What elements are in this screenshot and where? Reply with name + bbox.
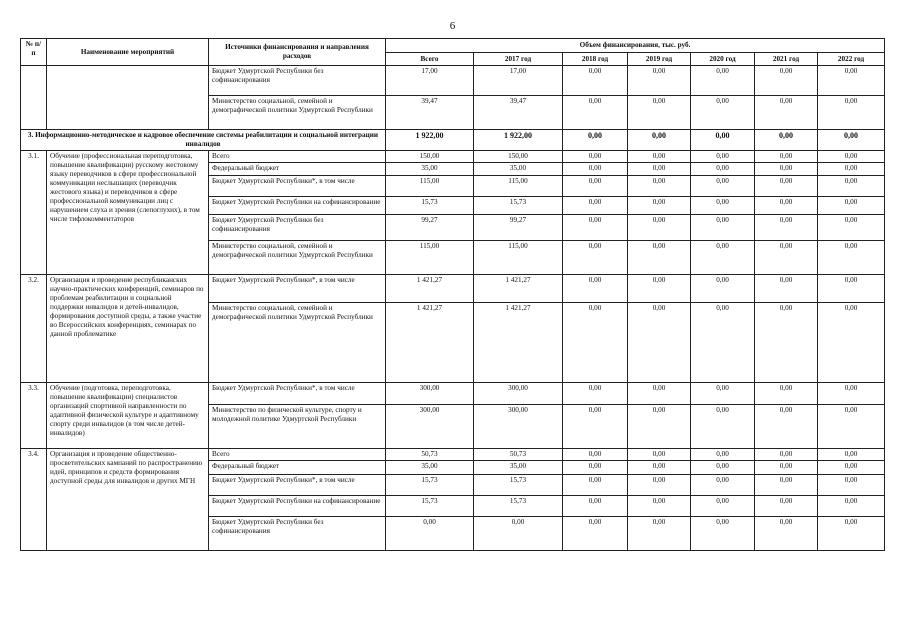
value-cell: 35,00 xyxy=(474,461,563,475)
name-cell xyxy=(47,66,209,130)
value-cell: 0,00 xyxy=(691,66,755,96)
value-cell: 115,00 xyxy=(386,241,474,275)
source-cell: Бюджет Удмуртской Республики без софинансирования xyxy=(209,215,386,241)
value-cell: 0,00 xyxy=(628,405,691,449)
value-cell: 39,47 xyxy=(386,96,474,130)
value-cell: 0,00 xyxy=(691,449,755,461)
value-cell: 0,00 xyxy=(691,496,755,517)
value-cell: 0,00 xyxy=(691,151,755,163)
value-cell: 0,00 xyxy=(755,197,818,215)
value-cell: 0,00 xyxy=(691,96,755,130)
value-cell: 0,00 xyxy=(691,275,755,303)
value-cell: 0,00 xyxy=(818,215,885,241)
value-cell: 0,00 xyxy=(563,151,628,163)
value-cell: 0,00 xyxy=(818,383,885,405)
source-cell: Всего xyxy=(209,449,386,461)
value-cell: 1 922,00 xyxy=(386,130,474,151)
value-cell: 15,73 xyxy=(386,475,474,496)
value-cell: 0,00 xyxy=(755,496,818,517)
value-cell: 150,00 xyxy=(474,151,563,163)
value-cell: 15,73 xyxy=(386,197,474,215)
value-cell: 1 922,00 xyxy=(474,130,563,151)
source-cell: Бюджет Удмуртской Республики на софинансирование xyxy=(209,197,386,215)
value-cell: 115,00 xyxy=(474,241,563,275)
value-cell: 0,00 xyxy=(628,96,691,130)
section-row xyxy=(21,130,885,151)
value-cell: 0,00 xyxy=(818,197,885,215)
value-cell: 300,00 xyxy=(474,383,563,405)
value-cell: 35,00 xyxy=(386,461,474,475)
source-cell: Бюджет Удмуртской Республики без софинансирования xyxy=(209,517,386,551)
value-cell: 0,00 xyxy=(691,241,755,275)
value-cell: 150,00 xyxy=(386,151,474,163)
financing-table xyxy=(20,38,885,551)
item-name: Обучение (подготовка, переподготовка, повышение квалификации) специалистов организаций спортивной направленности по адаптивной физической культуре и адаптивному спорту среди инвалидов (в том числе детей-инвалидов) xyxy=(47,383,209,449)
value-cell: 0,00 xyxy=(628,517,691,551)
value-cell: 0,00 xyxy=(818,275,885,303)
num-cell xyxy=(21,66,47,130)
source-cell: Министерство социальной, семейной и демографической политики Удмуртской Республики xyxy=(209,96,386,130)
item-number: 3.2. xyxy=(21,275,47,383)
value-cell: 115,00 xyxy=(474,176,563,197)
value-cell: 0,00 xyxy=(691,405,755,449)
value-cell: 115,00 xyxy=(386,176,474,197)
value-cell: 0,00 xyxy=(691,383,755,405)
value-cell: 0,00 xyxy=(563,461,628,475)
value-cell: 15,73 xyxy=(474,475,563,496)
value-cell: 0,00 xyxy=(755,215,818,241)
value-cell: 0,00 xyxy=(563,517,628,551)
value-cell: 0,00 xyxy=(691,176,755,197)
value-cell: 0,00 xyxy=(818,461,885,475)
value-cell: 0,00 xyxy=(563,130,628,151)
header-year: 2021 год xyxy=(755,53,818,66)
header-num: № п/п xyxy=(21,39,47,66)
value-cell: 0,00 xyxy=(818,176,885,197)
value-cell: 0,00 xyxy=(628,151,691,163)
value-cell: 0,00 xyxy=(628,176,691,197)
source-cell: Федеральный бюджет xyxy=(209,163,386,176)
source-cell: Бюджет Удмуртской Республики без софинансирования xyxy=(209,66,386,96)
value-cell: 0,00 xyxy=(628,275,691,303)
value-cell: 0,00 xyxy=(563,275,628,303)
source-cell: Всего xyxy=(209,151,386,163)
value-cell: 0,00 xyxy=(755,517,818,551)
table-row xyxy=(21,275,885,303)
item-number: 3.3. xyxy=(21,383,47,449)
item-name: Обучение (профессиональная переподготовка, повышение квалификации) русскому жестовому языку переводчиков в сфере профессиональной коммуникации неслышащих (переводчик жестового языка) и переводчиков в сфере профессиональной коммуникации лиц с нарушением слуха и зрения (слепоглухих), в том числе тифлокомментаторов xyxy=(47,151,209,275)
value-cell: 0,00 xyxy=(818,66,885,96)
value-cell: 0,00 xyxy=(818,496,885,517)
value-cell: 1 421,27 xyxy=(474,303,563,383)
value-cell: 0,00 xyxy=(818,517,885,551)
value-cell: 0,00 xyxy=(818,405,885,449)
value-cell: 0,00 xyxy=(563,475,628,496)
value-cell: 0,00 xyxy=(628,496,691,517)
page-number: 6 xyxy=(449,20,456,32)
value-cell: 0,00 xyxy=(691,303,755,383)
value-cell: 0,00 xyxy=(628,66,691,96)
value-cell: 0,00 xyxy=(474,517,563,551)
value-cell: 300,00 xyxy=(386,405,474,449)
value-cell: 0,00 xyxy=(691,475,755,496)
value-cell: 0,00 xyxy=(563,96,628,130)
header-year: 2019 год xyxy=(628,53,691,66)
value-cell: 0,00 xyxy=(628,215,691,241)
value-cell: 0,00 xyxy=(755,303,818,383)
value-cell: 0,00 xyxy=(628,383,691,405)
source-cell: Министерство по физической культуре, спорту и молодежной политике Удмуртской Республики xyxy=(209,405,386,449)
source-cell: Бюджет Удмуртской Республики*, в том числе xyxy=(209,176,386,197)
value-cell: 0,00 xyxy=(628,130,691,151)
value-cell: 15,73 xyxy=(474,197,563,215)
value-cell: 0,00 xyxy=(563,496,628,517)
value-cell: 39,47 xyxy=(474,96,563,130)
value-cell: 0,00 xyxy=(818,151,885,163)
value-cell: 0,00 xyxy=(563,383,628,405)
value-cell: 0,00 xyxy=(691,461,755,475)
value-cell: 0,00 xyxy=(818,130,885,151)
value-cell: 0,00 xyxy=(691,215,755,241)
value-cell: 0,00 xyxy=(563,215,628,241)
source-cell: Бюджет Удмуртской Республики*, в том числе xyxy=(209,275,386,303)
table-row xyxy=(21,449,885,461)
header-year: 2018 год xyxy=(563,53,628,66)
value-cell: 0,00 xyxy=(755,241,818,275)
header-year: Всего xyxy=(386,53,474,66)
value-cell: 0,00 xyxy=(628,475,691,496)
value-cell: 17,00 xyxy=(386,66,474,96)
header-source: Источники финансирования и направления расходов xyxy=(209,39,386,66)
value-cell: 0,00 xyxy=(818,449,885,461)
value-cell: 0,00 xyxy=(691,163,755,176)
value-cell: 0,00 xyxy=(628,303,691,383)
item-name: Организация и проведение общественно-просветительских кампаний по распространению идей, принципов и средств формирования доступной среды для инвалидов и других МГН xyxy=(47,449,209,551)
value-cell: 0,00 xyxy=(755,151,818,163)
value-cell: 1 421,27 xyxy=(386,303,474,383)
value-cell: 0,00 xyxy=(755,275,818,303)
value-cell: 0,00 xyxy=(563,449,628,461)
value-cell: 0,00 xyxy=(755,405,818,449)
header-name: Наименование мероприятий xyxy=(47,39,209,66)
value-cell: 35,00 xyxy=(474,163,563,176)
item-number: 3.1. xyxy=(21,151,47,275)
source-cell: Бюджет Удмуртской Республики*, в том числе xyxy=(209,383,386,405)
table-row xyxy=(21,151,885,163)
value-cell: 0,00 xyxy=(755,96,818,130)
source-cell: Бюджет Удмуртской Республики*, в том числе xyxy=(209,475,386,496)
table-row xyxy=(21,66,885,96)
value-cell: 17,00 xyxy=(474,66,563,96)
item-name: Организация и проведение республиканских научно-практических конференций, семинаров по проблемам реабилитации и социальной поддержки инвалидов и детей-инвалидов, формирования доступной среды, а также участие во Всероссийских конференциях, семинарах по данной проблематике xyxy=(47,275,209,383)
value-cell: 15,73 xyxy=(474,496,563,517)
item-number: 3.4. xyxy=(21,449,47,551)
value-cell: 0,00 xyxy=(755,176,818,197)
source-cell: Министерство социальной, семейной и демографической политики Удмуртской Республики xyxy=(209,303,386,383)
value-cell: 0,00 xyxy=(818,96,885,130)
value-cell: 300,00 xyxy=(386,383,474,405)
value-cell: 0,00 xyxy=(691,517,755,551)
table-row xyxy=(21,383,885,405)
value-cell: 99,27 xyxy=(474,215,563,241)
value-cell: 0,00 xyxy=(755,461,818,475)
source-cell: Бюджет Удмуртской Республики на софинансирование xyxy=(209,496,386,517)
source-cell: Министерство социальной, семейной и демографической политики Удмуртской Республики xyxy=(209,241,386,275)
value-cell: 0,00 xyxy=(628,241,691,275)
value-cell: 0,00 xyxy=(563,163,628,176)
value-cell: 0,00 xyxy=(628,449,691,461)
value-cell: 50,73 xyxy=(474,449,563,461)
value-cell: 300,00 xyxy=(474,405,563,449)
value-cell: 0,00 xyxy=(628,197,691,215)
value-cell: 0,00 xyxy=(755,163,818,176)
value-cell: 0,00 xyxy=(563,303,628,383)
value-cell: 0,00 xyxy=(691,130,755,151)
value-cell: 0,00 xyxy=(386,517,474,551)
value-cell: 0,00 xyxy=(818,163,885,176)
value-cell: 0,00 xyxy=(563,66,628,96)
header-year: 2020 год xyxy=(691,53,755,66)
value-cell: 0,00 xyxy=(563,176,628,197)
value-cell: 1 421,27 xyxy=(474,275,563,303)
value-cell: 0,00 xyxy=(563,197,628,215)
value-cell: 0,00 xyxy=(691,197,755,215)
value-cell: 35,00 xyxy=(386,163,474,176)
value-cell: 50,73 xyxy=(386,449,474,461)
value-cell: 0,00 xyxy=(818,303,885,383)
value-cell: 0,00 xyxy=(755,475,818,496)
header-year: 2022 год xyxy=(818,53,885,66)
value-cell: 0,00 xyxy=(755,130,818,151)
header-volume: Объем финансирования, тыс. руб. xyxy=(386,39,885,53)
value-cell: 1 421,27 xyxy=(386,275,474,303)
value-cell: 99,27 xyxy=(386,215,474,241)
header-year: 2017 год xyxy=(474,53,563,66)
value-cell: 15,73 xyxy=(386,496,474,517)
value-cell: 0,00 xyxy=(755,449,818,461)
value-cell: 0,00 xyxy=(628,163,691,176)
value-cell: 0,00 xyxy=(755,383,818,405)
value-cell: 0,00 xyxy=(563,241,628,275)
value-cell: 0,00 xyxy=(563,405,628,449)
section-title: 3. Информационно-методическое и кадровое обеспечение системы реабилитации и социальной интеграции инвалидов xyxy=(21,130,386,151)
value-cell: 0,00 xyxy=(755,66,818,96)
source-cell: Федеральный бюджет xyxy=(209,461,386,475)
value-cell: 0,00 xyxy=(628,461,691,475)
value-cell: 0,00 xyxy=(818,241,885,275)
value-cell: 0,00 xyxy=(818,475,885,496)
